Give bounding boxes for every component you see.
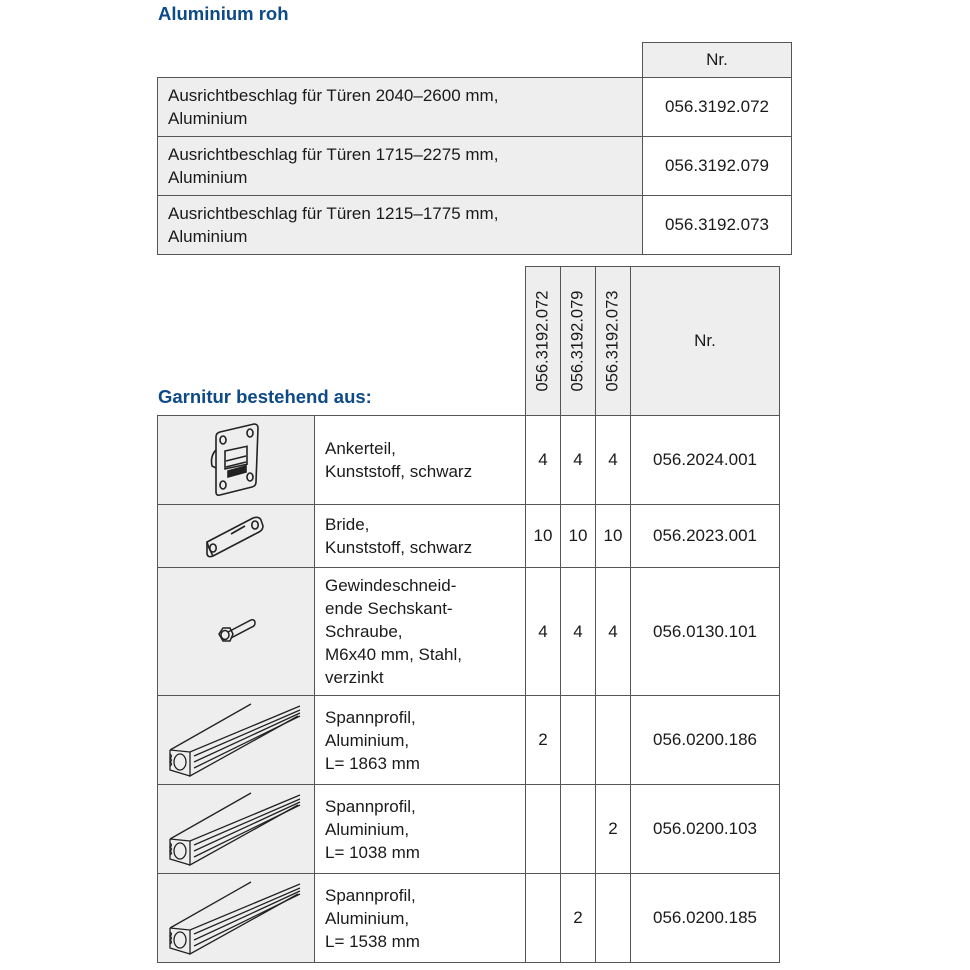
table-row <box>158 696 780 785</box>
hex-screw-icon <box>213 614 259 650</box>
quantity-cell: 4 <box>596 568 631 696</box>
component-description <box>315 416 526 505</box>
article-number: 056.2024.001 <box>631 416 780 505</box>
article-number: 056.0200.186 <box>631 696 780 785</box>
desc-line: Bride, <box>325 515 370 534</box>
quantity-cell: 2 <box>596 785 631 874</box>
component-description <box>315 568 526 696</box>
desc-line: Aluminium, <box>325 730 410 750</box>
table-row <box>158 416 780 505</box>
desc-line: Gewindeschneid- <box>325 576 457 595</box>
article-number: 056.3192.072 <box>643 78 792 137</box>
bracket-plate-icon <box>201 512 271 560</box>
article-number: 056.0200.103 <box>631 785 780 874</box>
column-header-variant <box>526 267 561 416</box>
quantity-cell: 10 <box>526 505 561 568</box>
component-image <box>158 568 315 696</box>
article-number: 056.3192.079 <box>643 137 792 196</box>
component-description <box>315 785 526 874</box>
quantity-cell: 4 <box>526 568 561 696</box>
desc-line: Kunststoff, schwarz <box>325 538 473 557</box>
desc-line: Schraube, <box>325 622 403 641</box>
desc-line: Spannprofil, <box>325 707 416 727</box>
table-row <box>158 137 792 196</box>
desc-line: Aluminium <box>168 168 248 187</box>
component-description <box>315 874 526 963</box>
components-table <box>157 266 780 963</box>
column-header-label: 056.3192.079 <box>568 290 587 392</box>
variant-description <box>158 196 643 255</box>
table-row <box>158 785 780 874</box>
quantity-cell: 4 <box>561 568 596 696</box>
blank-cell <box>158 267 526 416</box>
quantity-cell <box>561 696 596 785</box>
desc-line: verzinkt <box>325 668 384 687</box>
article-number: 056.2023.001 <box>631 505 780 568</box>
table-row <box>158 874 780 963</box>
quantity-cell <box>526 785 561 874</box>
desc-line: Aluminium, <box>325 819 410 839</box>
desc-line: Spannprofil, <box>325 796 416 816</box>
table-row <box>158 568 780 696</box>
variant-description <box>158 137 643 196</box>
quantity-cell <box>526 874 561 963</box>
profile-rail-icon <box>166 789 306 869</box>
desc-line: Aluminium <box>168 109 248 128</box>
quantity-cell <box>561 785 596 874</box>
section-title-garnitur: Garnitur bestehend aus: <box>158 386 372 407</box>
column-header-variant <box>561 267 596 416</box>
component-description <box>315 505 526 568</box>
article-number: 056.3192.073 <box>643 196 792 255</box>
profile-rail-icon <box>166 700 306 780</box>
desc-line: M6x40 mm, Stahl, <box>325 645 462 664</box>
column-header-label: 056.3192.072 <box>533 290 552 392</box>
desc-line: Ausrichtbeschlag für Türen 1715–2275 mm, <box>168 145 499 164</box>
section-title-aluminium-roh: Aluminium roh <box>158 3 289 24</box>
component-image <box>158 416 315 505</box>
quantity-cell: 10 <box>561 505 596 568</box>
component-image <box>158 696 315 785</box>
nr-header: Nr. <box>643 43 792 78</box>
desc-line: Ankerteil, <box>325 439 396 458</box>
desc-line: L= 1863 mm <box>325 753 420 773</box>
component-image <box>158 874 315 963</box>
table-row <box>158 196 792 255</box>
table-row <box>158 78 792 137</box>
article-number: 056.0130.101 <box>631 568 780 696</box>
quantity-cell: 4 <box>526 416 561 505</box>
component-image <box>158 785 315 874</box>
article-number: 056.0200.185 <box>631 874 780 963</box>
quantity-cell: 4 <box>596 416 631 505</box>
variant-description <box>158 78 643 137</box>
desc-line: L= 1038 mm <box>325 842 420 862</box>
column-header-variant <box>596 267 631 416</box>
desc-line: L= 1538 mm <box>325 931 420 951</box>
desc-line: Aluminium, <box>325 908 410 928</box>
desc-line: Spannprofil, <box>325 885 416 905</box>
blank-cell <box>158 43 643 78</box>
desc-line: Kunststoff, schwarz <box>325 462 473 481</box>
profile-rail-icon <box>166 878 306 958</box>
component-image <box>158 505 315 568</box>
quantity-cell <box>596 696 631 785</box>
variant-table <box>157 42 792 255</box>
quantity-cell: 2 <box>561 874 596 963</box>
quantity-cell <box>596 874 631 963</box>
anchor-plate-icon <box>206 420 266 500</box>
desc-line: Ausrichtbeschlag für Türen 2040–2600 mm, <box>168 86 499 105</box>
nr-header: Nr. <box>631 267 780 416</box>
table-row <box>158 505 780 568</box>
component-description <box>315 696 526 785</box>
desc-line: ende Sechskant- <box>325 599 453 618</box>
quantity-cell: 10 <box>596 505 631 568</box>
quantity-cell: 4 <box>561 416 596 505</box>
desc-line: Aluminium <box>168 227 248 246</box>
quantity-cell: 2 <box>526 696 561 785</box>
column-header-label: 056.3192.073 <box>603 290 622 392</box>
desc-line: Ausrichtbeschlag für Türen 1215–1775 mm, <box>168 204 499 223</box>
